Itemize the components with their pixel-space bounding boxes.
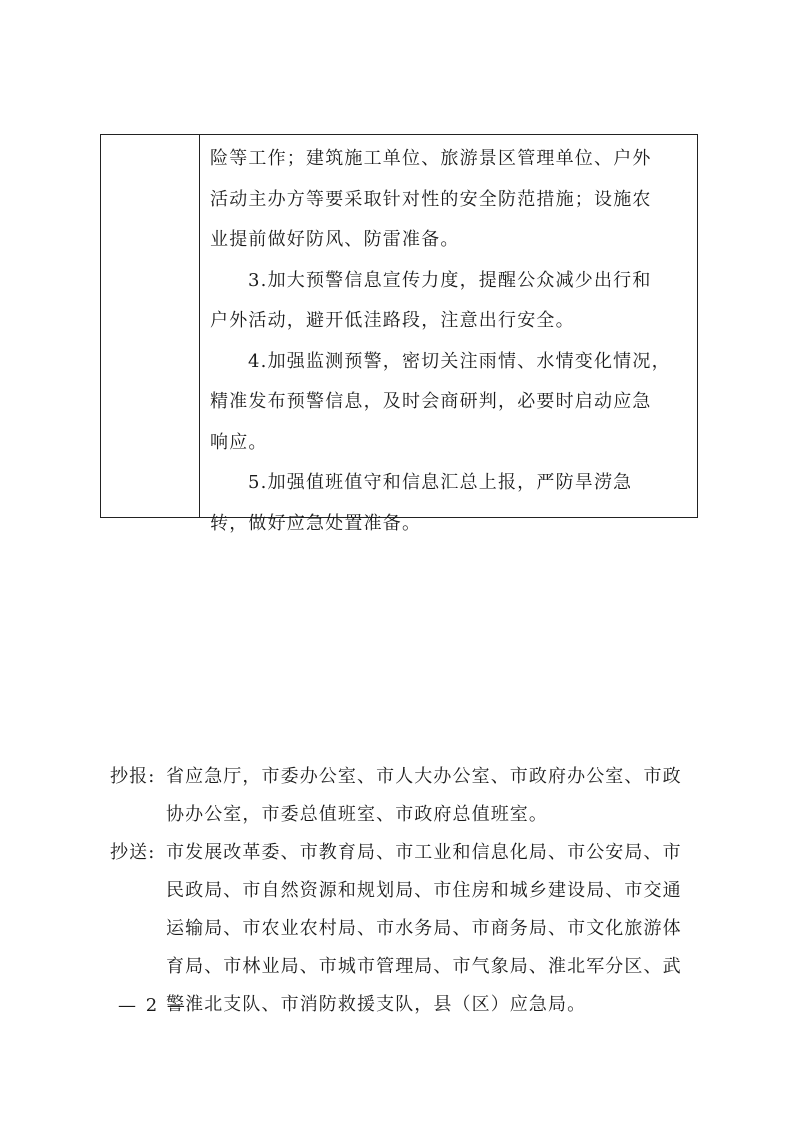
table-content-cell bbox=[200, 135, 697, 534]
table-text-line: 业提前做好防风、防雷准备。 bbox=[210, 229, 460, 250]
measures-table bbox=[100, 134, 698, 534]
page-number: — 2 — bbox=[118, 995, 187, 1016]
table-text-line: 响应。 bbox=[210, 431, 268, 453]
report-to-line: 协办公室，市委总值班室、市政府总值班室。 bbox=[166, 804, 548, 825]
copy-to-section bbox=[110, 834, 710, 1024]
copy-to-line: 育局、市林业局、市城市管理局、市气象局、淮北军分区、武 bbox=[166, 956, 682, 977]
report-to-label: 抄报: bbox=[110, 766, 156, 787]
table-text-line: 活动主办方等要采取针对性的安全防范措施；设施农 bbox=[210, 188, 652, 210]
report-to-line: 省应急厅，市委办公室、市人大办公室、市政府办公室、市政 bbox=[166, 766, 682, 787]
copy-to-line: 民政局、市自然资源和规划局、市住房和城乡建设局、市交通 bbox=[166, 880, 682, 901]
table-text-line: 户外活动，避开低洼路段，注意出行安全。 bbox=[210, 310, 575, 331]
copy-to-line: 警淮北支队、市消防救援支队，县（区）应急局。 bbox=[166, 994, 587, 1015]
copy-to-label: 抄送: bbox=[110, 842, 156, 863]
report-to-section bbox=[110, 758, 710, 834]
table-text-line: 5.加强值班值守和信息汇总上报，严防旱涝急 bbox=[248, 472, 633, 493]
copy-to-line: 市发展改革委、市教育局、市工业和信息化局、市公安局、市 bbox=[166, 842, 682, 863]
table-label-cell bbox=[101, 135, 200, 517]
table-text-line: 精准发布预警信息，及时会商研判，必要时启动应急 bbox=[210, 391, 652, 412]
table-text-line: 转，做好应急处置准备。 bbox=[210, 512, 422, 534]
table-text-line: 3.加大预警信息宣传力度，提醒公众减少出行和 bbox=[248, 269, 652, 291]
copy-to-line: 运输局、市农业农村局、市水务局、市商务局、市文化旅游体 bbox=[166, 918, 682, 939]
table-text-line: 4.加强监测预警，密切关注雨情、水情变化情况， bbox=[248, 350, 671, 372]
table-text-line: 险等工作；建筑施工单位、旅游景区管理单位、户外 bbox=[210, 148, 652, 169]
